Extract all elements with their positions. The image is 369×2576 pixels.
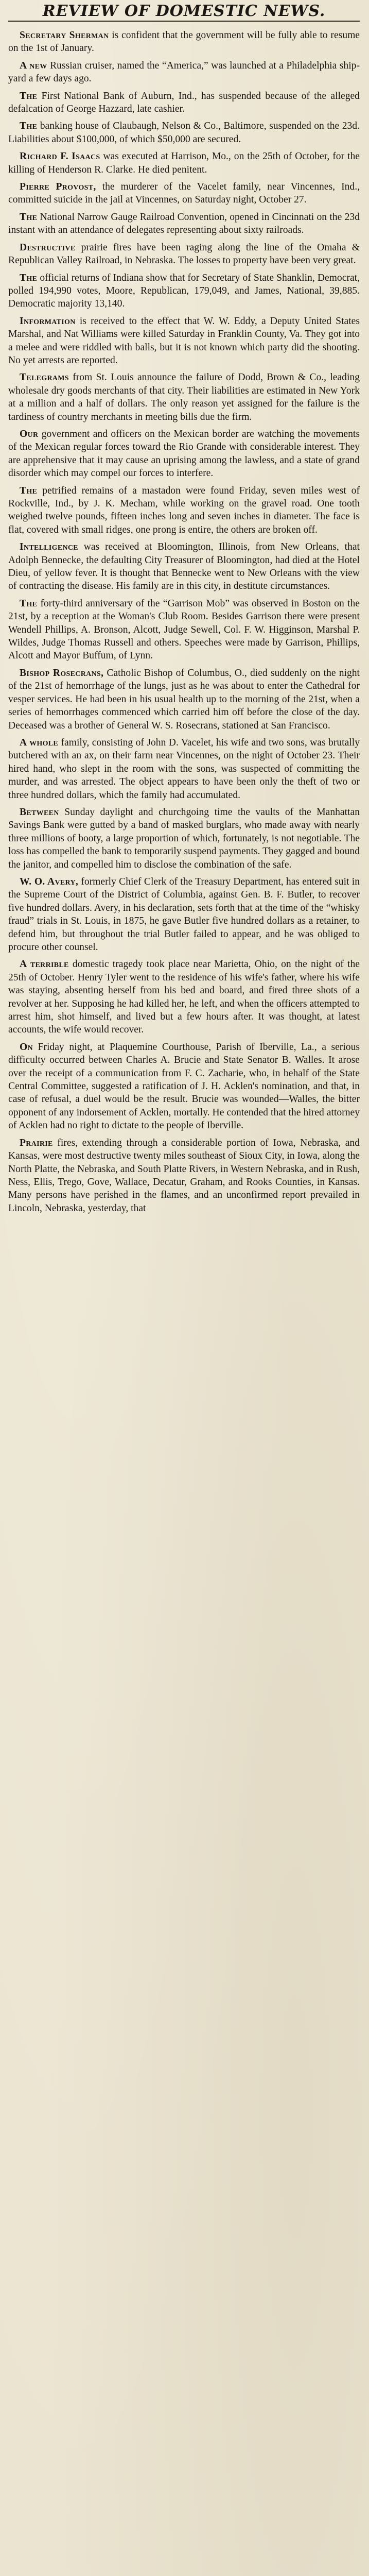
news-item-body: forty-third anniversary of the “Garrison Mob” was observed in Boston on the 21st, by a reception at the Woman's Club Room. Besides Garrison there were present Wendell Phillips, A. Bronson, Alcott, Judge Sewell, Col. F. W. Higginson, Marshal P. Wildes, Judge Thomas Russell and others. Speeches were made by Garrison, Phillips, Alcott and Mayor Buffum, of Lynn. <box>8 598 360 662</box>
news-item <box>8 875 360 954</box>
news-item <box>8 540 360 593</box>
news-item-lead: The <box>20 211 38 223</box>
news-item-lead: The <box>20 272 38 283</box>
news-item-lead: On <box>20 1041 33 1053</box>
news-item <box>8 150 360 176</box>
news-item <box>8 29 360 55</box>
news-item <box>8 241 360 267</box>
news-item-body: from St. Louis announce the failure of Dodd, Brown & Co., leading wholesale dry goods merchants of that city. Their liabilities are estimated in New York at a million and a half of dollars. The only reason yet assigned for the failure is the tardiness of country merchants in meeting bills due the firm. <box>8 372 360 422</box>
news-item-lead: Destructive <box>20 242 76 253</box>
news-item <box>8 371 360 423</box>
news-item <box>8 484 360 537</box>
news-item-lead: A whole <box>20 737 59 748</box>
news-item-lead: A new <box>20 60 47 71</box>
news-item-body: prairie fires have been raging along the line of the Omaha & Republican Valley Railroad, in Nebraska. The losses to property have been very great. <box>8 242 360 266</box>
news-item-lead: Information <box>20 315 76 327</box>
news-item <box>8 667 360 732</box>
news-item-body: is confident that the government will be fully able to resume on the 1st of January. <box>8 30 360 54</box>
news-item <box>8 428 360 480</box>
news-item <box>8 1137 360 1215</box>
news-item-body: was received at Bloomington, Illinois, from New Orleans, that Adolph Bennecke, the defaulting City Treasurer of Bloomington, had died at the Hotel Dieu, of yellow fever. It is thought that Bennecke went to New Orleans with the view of contracting the disease. His family are in this city, in destitute circumstances. <box>8 541 360 592</box>
news-item-body: banking house of Claubaugh, Nelson & Co., Baltimore, suspended on the 23d. Liabilities about $100,000, of which $50,000 are secured. <box>8 121 360 145</box>
news-column <box>8 29 360 1219</box>
news-item-body: Friday night, at Plaquemine Courthouse, Parish of Iberville, La., a serious difficulty occurred between Charles A. Brucie and State Senator B. Walles. It arose over the receipt of a communication from F. C. Zacharie, who, in behalf of the State Central Committee, suggested a ratification of J. H. Acklen's nomination, and that, in case of refusal, a duel would be the result. Brucie was wounded—Walles, the bitter opponent of any indorsement of Acklen, mortally. He contended that the hired attorney of Acklen had no right to dictate to the people of Iberville. <box>8 1041 360 1131</box>
news-item <box>8 806 360 871</box>
news-item-body: National Narrow Gauge Railroad Convention, opened in Cincinnati on the 23d instant with an attendance of delegates representing about sixty railroads. <box>8 211 360 236</box>
news-item-body: Russian cruiser, named the “America,” was launched at a Philadelphia ship-yard a few days ago. <box>8 60 360 84</box>
news-item <box>8 315 360 367</box>
news-item-body: is received to the effect that W. W. Eddy, a Deputy United States Marshal, and Nat Williams were killed Saturday in Franklin County, Va. They got into a melee and were riddled with balls, but it is not known which party did the shooting. No yet arrests are reported. <box>8 315 360 366</box>
news-item-body: domestic tragedy took place near Marietta, Ohio, on the night of the 25th of October. Henry Tyler went to the residence of his wife's father, where his wife was staying, absenting herself from his bed and board, and fired three shots of a revolver at her. Supposing he had killed her, he left, and when the officers attempted to arrest him, shot himself, and lived but a few hours after. It was thought, at latest accounts, the wife would recover. <box>8 959 360 1036</box>
news-item <box>8 736 360 802</box>
news-item <box>8 1041 360 1132</box>
section-header <box>8 0 360 22</box>
news-item-lead: The <box>20 90 38 101</box>
news-item <box>8 59 360 86</box>
news-item <box>8 958 360 1036</box>
news-item-body: family, consisting of John D. Vacelet, his wife and two sons, was brutally butchered with an ax, on their farm near Vincennes, on the night of October 23. Their hired hand, who slept in the room with the sons, was suspected of committing the murder, and was arrested. The object appears to have been only the theft of two or three hundred dollars, which the family had accumulated. <box>8 737 360 801</box>
news-item-lead: Our <box>20 428 39 439</box>
news-item-lead: Intelligence <box>20 541 78 553</box>
news-item <box>8 180 360 207</box>
news-item-lead: Between <box>20 806 59 818</box>
news-item-lead: Telegrams <box>20 372 69 383</box>
news-item <box>8 272 360 311</box>
news-item-body: fires, extending through a considerable portion of Iowa, Nebraska, and Kansas, were most destructive twenty miles southeast of Sioux City, in Iowa, along the North Platte, the Nebraska, and South Platte Rivers, in Western Nebraska, and in Rush, Ness, Ellis, Trego, Gove, Wallace, Decatur, Graham, and Rooks Counties, in Kansas. Many persons have perished in the flames, and an unconfirmed report prevailed in Lincoln, Nebraska, yesterday, that <box>8 1137 360 1214</box>
news-item-lead: The <box>20 485 38 496</box>
news-item-lead: Pierre Provost, <box>20 181 96 193</box>
news-item-lead: Secretary Sherman <box>20 30 109 41</box>
news-item-body: official returns of Indiana show that for Secretary of State Shanklin, Democrat, polled 194,990 votes, Moore, Republican, 179,049, and James, National, 39,885. Democratic majority 13,140. <box>8 272 360 310</box>
news-item-lead: Richard F. Isaacs <box>20 151 100 162</box>
news-item <box>8 90 360 116</box>
news-item <box>8 597 360 663</box>
news-item-lead: The <box>20 121 38 132</box>
news-item-lead: Prairie <box>20 1137 53 1148</box>
news-item-body: Catholic Bishop of Columbus, O., died suddenly on the night of the 21st of hemorrhage of the lungs, just as he was about to enter the Cathedral for vesper services. He had been in his usual health up to the morning of the 21st, when a series of hemorrhages commenced which carried him off before the close of the day. Deceased was a brother of General W. S. Rosecrans, stationed at San Francisco. <box>8 667 360 731</box>
news-item <box>8 120 360 146</box>
news-item-lead: A terrible <box>20 959 69 970</box>
news-item-lead: Bishop Rosecrans, <box>20 667 104 679</box>
news-item <box>8 211 360 237</box>
news-item-lead: The <box>20 598 38 609</box>
news-item-lead: W. O. Avery, <box>20 876 79 887</box>
news-item-body: Sunday daylight and churchgoing time the vaults of the Manhattan Savings Bank were gutted by a band of masked burglars, who made away with nearly three millions of booty, a large proportion of which, fortunately, is not negotiable. The loss has compelled the bank to temporarily suspend payments. They gagged and bound the janitor, and compelled him to disclose the combination of the safe. <box>8 806 360 870</box>
news-item-body: the murderer of the Vacelet family, near Vincennes, Ind., committed suicide in the jail at Vincennes, on Saturday night, October 27. <box>8 181 360 206</box>
news-item-body: was executed at Harrison, Mo., on the 25th of October, for the killing of Henderson R. Clarke. He died penitent. <box>8 151 360 175</box>
news-item-body: petrified remains of a mastadon were found Friday, seven miles west of Rockville, Ind., by J. K. Mecham, while working on the gravel road. One tooth weighed twelve pounds, fifteen inches long and seven inches in diameter. The face is flat, covered with small ridges, one prong is entire, the others are broken off. <box>8 485 360 535</box>
news-item-body: government and officers on the Mexican border are watching the movements of the Mexican regular forces toward the Rio Grande with considerable interest. They are apprehensive that it may cause an uprising among the lawless, and a state of grand disorder which may compel our forces to interfere. <box>8 428 360 479</box>
section-title: REVIEW OF DOMESTIC NEWS. <box>42 2 326 20</box>
news-item-body: formerly Chief Clerk of the Treasury Department, has entered suit in the Supreme Court of the District of Columbia, against Gen. B. F. Butler, to recover five hundred dollars. Avery, in his declaration, sets forth that at the time of the “whisky fraud” trials in St. Louis, in 1875, he gave Butler five hundred dollars as a retainer, to defend him, but throughout the trial Butler failed to appear, and he was obliged to procure other counsel. <box>8 876 360 953</box>
news-item-body: First National Bank of Auburn, Ind., has suspended because of the alleged defalcation of George Hazzard, late cashier. <box>8 90 360 115</box>
